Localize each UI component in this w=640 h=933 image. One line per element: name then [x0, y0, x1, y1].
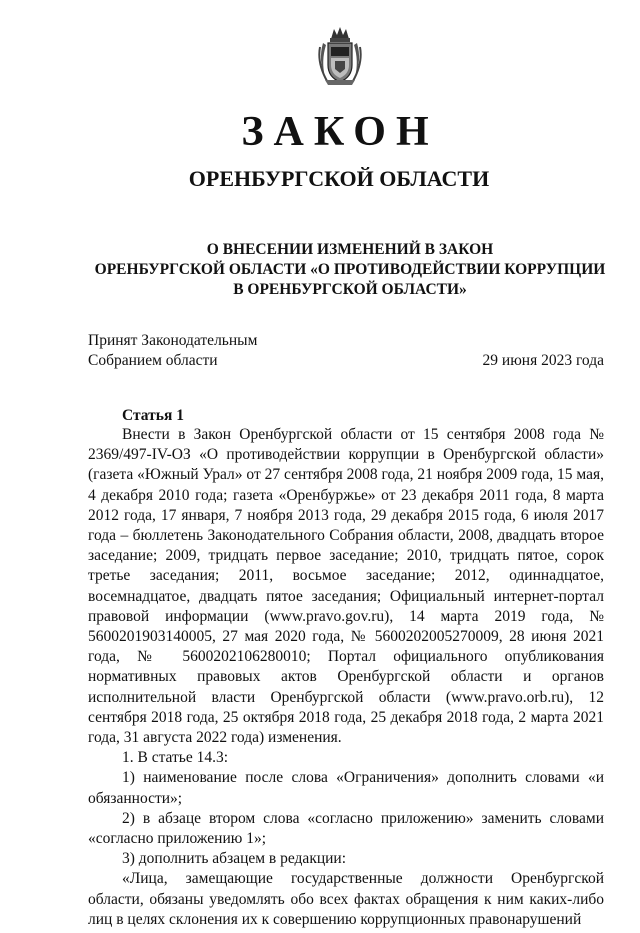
article-paragraph-item: 3) дополнить абзацем в редакции: — [122, 850, 347, 868]
adopted-by-line-1: Принят Законодательным — [88, 332, 258, 349]
article-paragraph-item: 1. В статье 14.3: — [122, 749, 229, 767]
adoption-date: 29 июня 2023 года — [482, 352, 604, 369]
law-title-line-1: О ВНЕСЕНИИ ИЗМЕНЕНИЙ В ЗАКОН — [206, 241, 494, 258]
law-title-line-3: В ОРЕНБУРГСКОЙ ОБЛАСТИ» — [233, 281, 467, 298]
article-paragraph-item: 2) в абзаце втором слова «согласно приложению» заменить словами «согласно приложению 1»; — [88, 809, 604, 848]
adoption-info — [88, 331, 257, 371]
article-paragraph-item: 1) наименование после слова «Ограничения» дополнить словами «и обязанности»; — [88, 769, 604, 807]
document-type-title: ЗАКОН — [241, 109, 439, 155]
article-paragraph-intro: Внести в Закон Оренбургской области от 15 сентября 2008 года № 2369/497-IV-ОЗ «О противодействии коррупции в Оренбургской области» (газета «Южный Урал» от 27 сентября 2008 года, 21 ноября 2009 года, 15 мая, 4 декабря 2010 года; газета «Оренбуржье» от 23 декабря 2011 года, 8 марта 2012 года, 17 января, 7 ноября 2013 года, 29 декабря 2015 года, 6 июля 2017 года – бюллетень Законодательного Собрания области, 2008, двадцать второе заседание; 2009, тридцать первое заседание; 2010, тридцать пятое, сорок третье заседания; 2011, восьмое заседание; 2012, одиннадцатое, восемнадцатое, двадцать пятое заседания; Официальный интернет-портал правовой информации (www.pravo.gov.ru), 14 марта 2019 года, № 5600201903140005, 27 мая 2020 года, № 5600202005270009, 28 июня 2021 года, № 5600202106280010; Портал официального опубликования нормативных правовых актов Оренбургской области и органов исполнительной власти Оренбургской области (www.pravo.orb.ru), 12 сентября 2018 года, 25 октября 2018 года, 25 декабря 2018 года, 2 марта 2021 года, 31 августа 2022 года) изменения. — [88, 426, 604, 747]
region-title: ОРЕНБУРГСКОЙ ОБЛАСТИ — [188, 166, 490, 191]
article-body — [88, 425, 604, 930]
law-title — [60, 240, 640, 300]
article-paragraph-quote: «Лица, замещающие государственные должности Оренбургской области, обязаны уведомлять обо всех фактах обращения к ним каких-либо лиц в целях склонения их к совершению коррупционных правонарушений — [88, 870, 604, 928]
law-title-line-2: ОРЕНБУРГСКОЙ ОБЛАСТИ «О ПРОТИВОДЕЙСТВИИ КОРРУПЦИИ — [94, 261, 606, 278]
adopted-by-line-2: Собранием области — [88, 352, 218, 369]
coat-of-arms-icon — [317, 25, 363, 87]
article-heading: Статья 1 — [122, 407, 184, 424]
